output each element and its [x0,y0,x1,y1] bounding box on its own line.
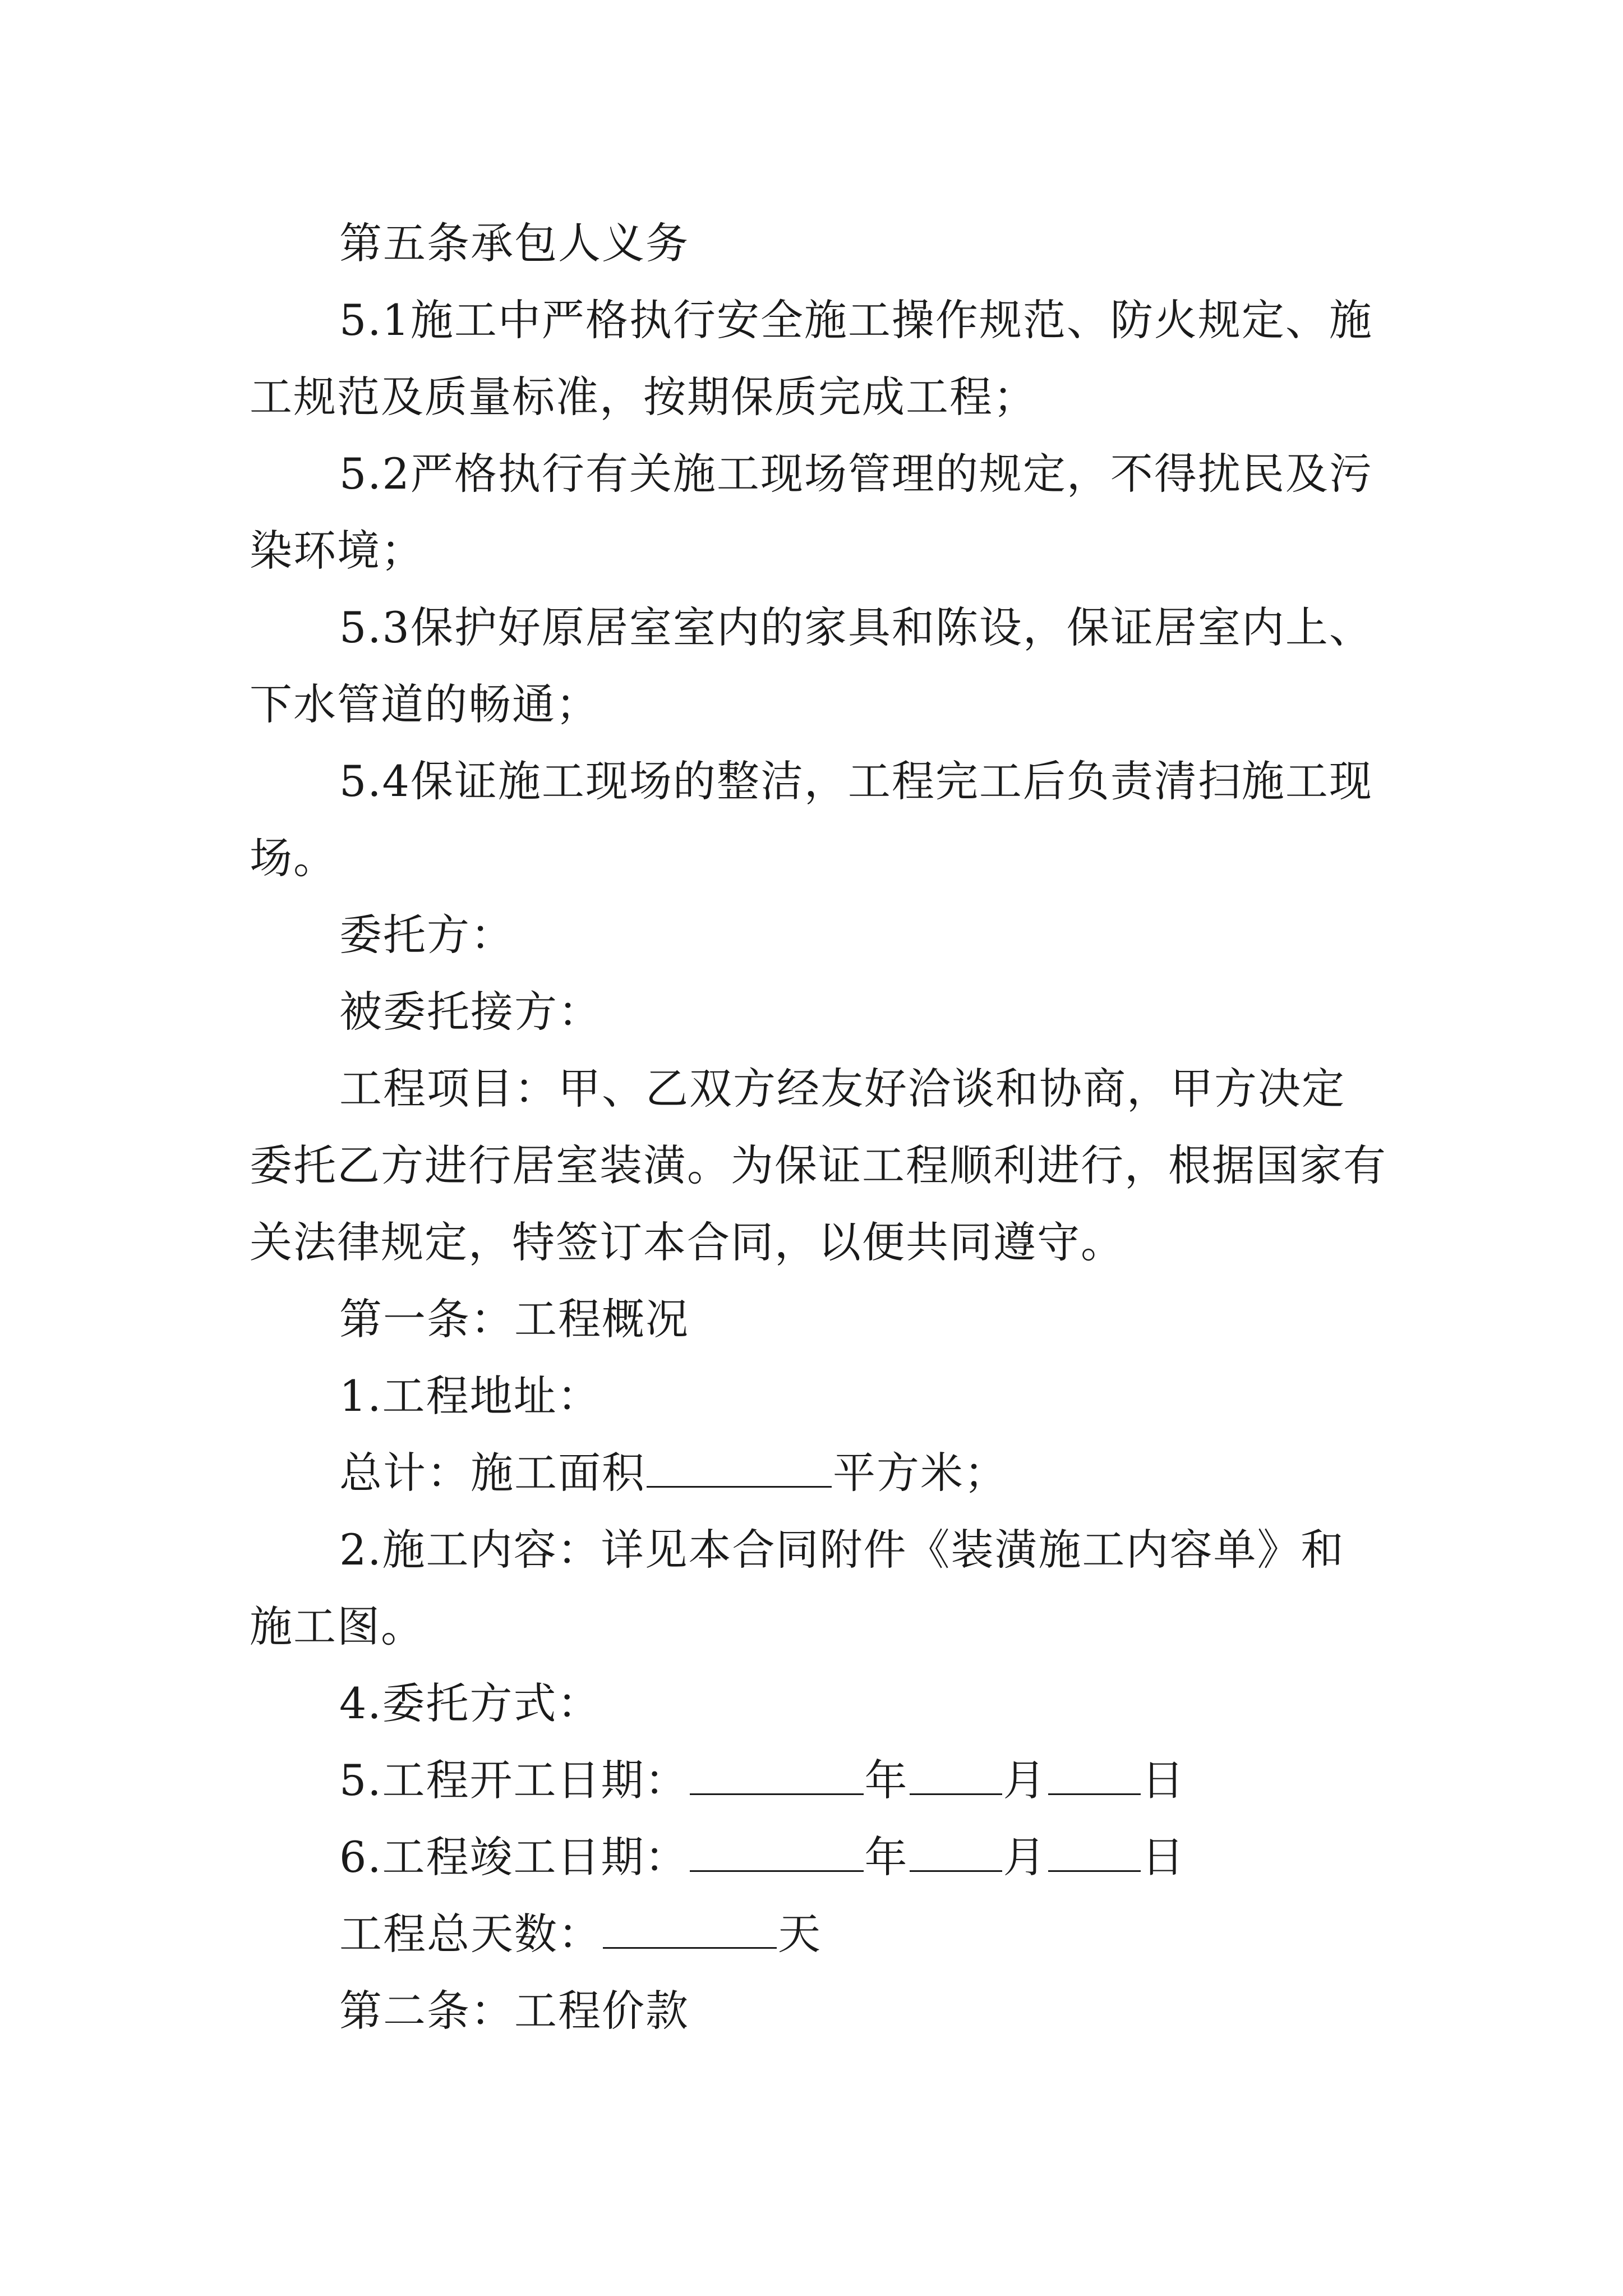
end-year-blank[interactable] [690,1831,864,1872]
end-day-label: 日 [1141,1832,1186,1882]
start-month-blank[interactable] [910,1754,1002,1795]
start-year-blank[interactable] [690,1754,864,1795]
contractor-label: 被委托接方： [339,987,602,1037]
clause-5-2: 5.2严格执行有关施工现场管理的规定，不得扰民及污染环境； [250,449,1373,576]
start-date-line [250,1742,1388,1819]
end-year-label: 年 [864,1832,909,1882]
document-body [250,205,1388,2049]
total-days-line [250,1895,1388,1972]
clause-5-1: 5.1施工中严格执行安全施工操作规范、防火规定、施工规范及质量标准，按期保质完成工程； [250,295,1373,422]
heading-article-1: 第一条：工程概况 [339,1294,689,1344]
area-suffix: 平方米； [833,1448,1008,1498]
end-date-prefix: 6.工程竣工日期： [339,1832,689,1882]
end-date-line [250,1819,1388,1895]
end-day-blank[interactable] [1048,1831,1141,1872]
area-prefix: 总计：施工面积 [339,1448,645,1498]
heading-article-2: 第二条：工程价款 [339,1986,689,2036]
area-line [250,1434,1388,1511]
area-blank[interactable] [647,1447,832,1488]
total-days-blank[interactable] [603,1908,777,1949]
project-intro: 工程项目：甲、乙双方经友好洽谈和协商，甲方决定委托乙方进行居室装潢。为保证工程顺利进行，根据国家有关法律规定，特签订本合同，以便共同遵守。 [250,1064,1387,1267]
start-day-label: 日 [1141,1755,1186,1805]
total-days-suffix: 天 [778,1909,822,1959]
start-year-label: 年 [864,1755,909,1805]
end-month-blank[interactable] [910,1831,1002,1872]
project-address: 1.工程地址： [339,1371,601,1421]
heading-article-5: 第五条承包人义务 [339,218,689,268]
construction-content: 2.施工内容：详见本合同附件《装潢施工内容单》和施工图。 [250,1525,1345,1651]
start-month-label: 月 [1003,1755,1047,1805]
end-month-label: 月 [1003,1832,1047,1882]
client-label: 委托方： [339,910,514,960]
start-date-prefix: 5.工程开工日期： [339,1755,689,1805]
start-day-blank[interactable] [1048,1754,1141,1795]
commission-method: 4.委托方式： [339,1678,601,1728]
clause-5-3: 5.3保护好原居室室内的家具和陈设，保证居室内上、下水管道的畅通； [250,602,1373,729]
total-days-prefix: 工程总天数： [339,1909,602,1959]
clause-5-4: 5.4保证施工现场的整洁，工程完工后负责清扫施工现场。 [250,756,1373,883]
